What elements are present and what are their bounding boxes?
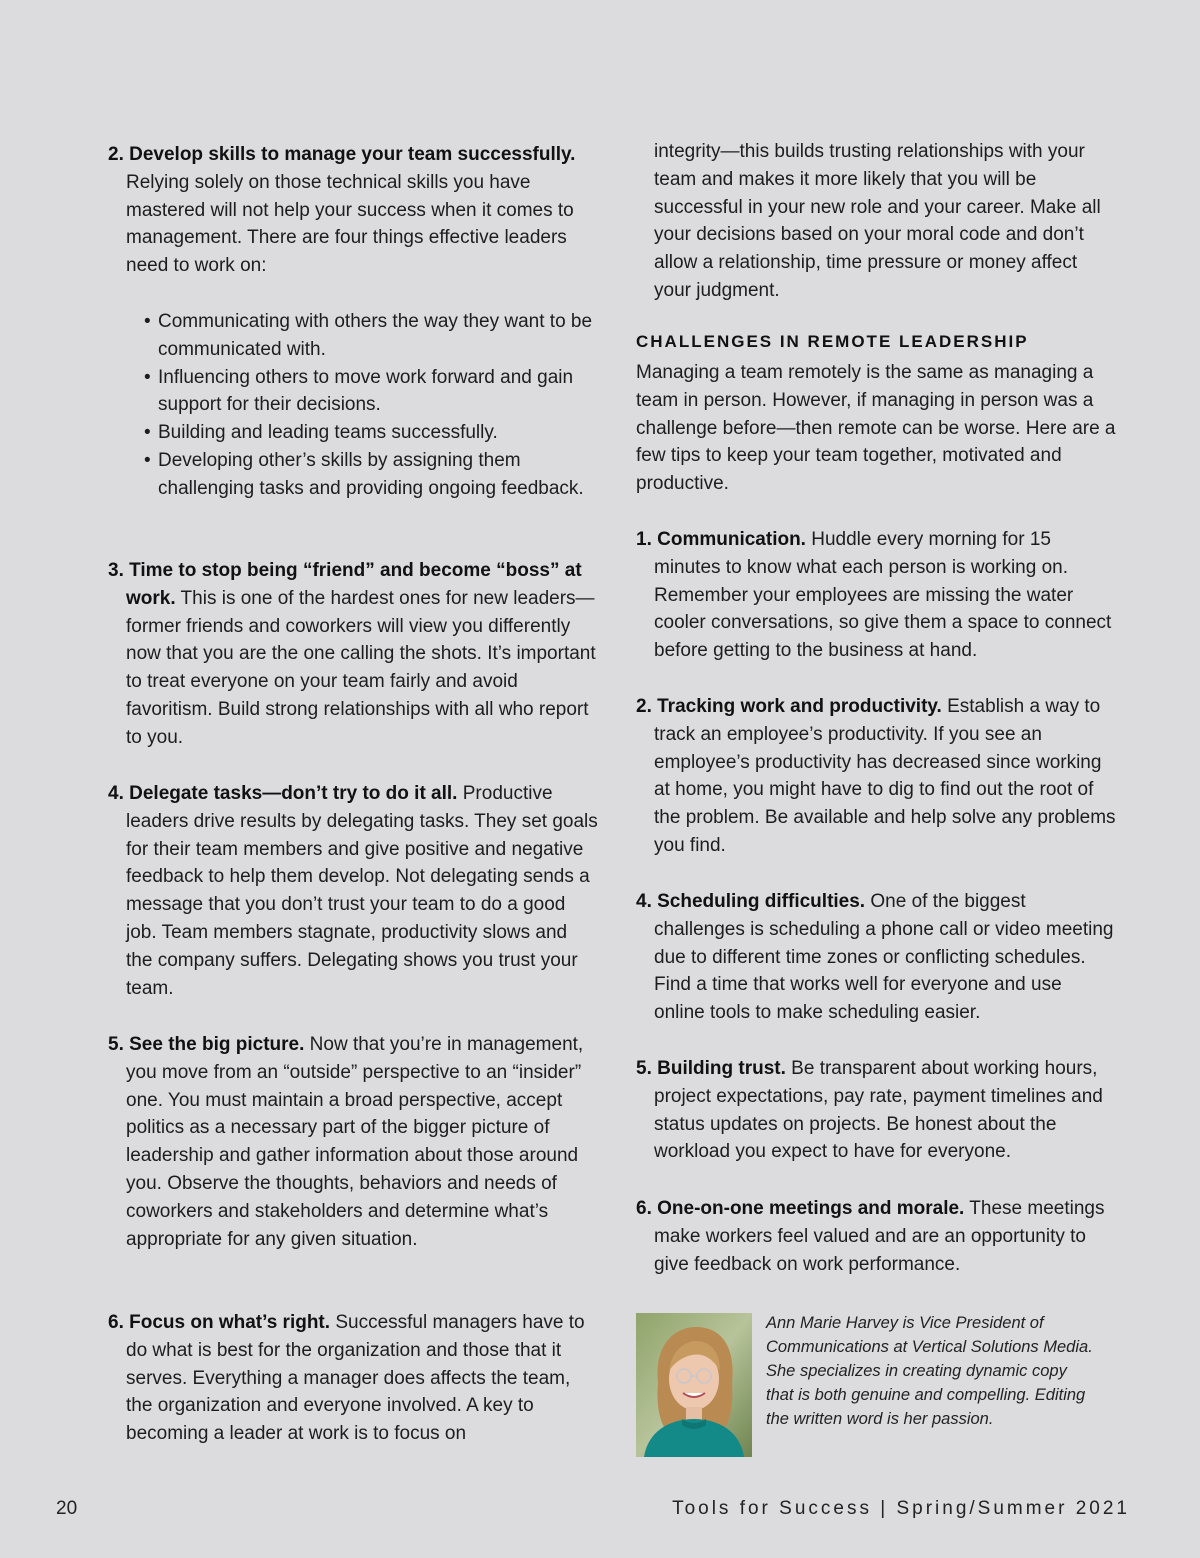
item-paragraph	[108, 780, 598, 1002]
author-photo	[636, 1313, 752, 1457]
page-number: 20	[56, 1498, 78, 1519]
section-intro-text: Managing a team remotely is the same as managing a team in person. However, if managing in person was a challenge before—then remote can be worse. Here are a few tips to keep your team together, motivated and productive.	[636, 362, 1116, 495]
item-body: This is one of the hardest ones for new leaders—former friends and coworkers will view you differently now that you are the one calling the shots. It’s important to treat everyone on your team fairly and avoid favoritism. Build strong relationships with all who report to you.	[126, 587, 596, 748]
tip-paragraph	[636, 693, 1116, 860]
tip-body: Huddle every morning for 15 minutes to know what each person is working on. Remember your employees are missing the water cooler conversations, so give them a space to connect before getting to the business at hand.	[654, 529, 1112, 662]
list-item-delegate-tasks	[108, 780, 598, 1002]
author-portrait-image	[636, 1313, 752, 1457]
bullet-item: • Building and leading teams successfully.	[144, 419, 598, 447]
tip-paragraph	[636, 888, 1116, 1027]
bullet-item: • Communicating with others the way they want to be communicated with.	[144, 308, 598, 364]
item-body: Now that you’re in management, you move from an “outside” perspective to an “insider” one. You must maintain a broad perspective, accept politics as a necessary part of the bigger picture of leadership and gather information about those around you. Observe the thoughts, behaviors and needs of coworkers and stakeholders and determine what’s appropriate for any given situation.	[126, 1034, 584, 1250]
item-heading: 3. Time to stop being “friend” and become “boss” at work.	[108, 560, 582, 609]
tip-building-trust	[636, 1055, 1116, 1166]
tip-one-on-one	[636, 1195, 1116, 1278]
item-body: Successful managers have to do what is best for the organization and those that it serves. Everything a manager does affects the team, the organization and everyone involved. A key to becoming a leader at work is to focus on	[126, 1312, 585, 1445]
item-heading: 4. Delegate tasks—don’t try to do it all.	[108, 783, 458, 804]
section-intro	[636, 359, 1116, 498]
tip-heading: 1. Communication.	[636, 529, 806, 550]
bullet-item: • Developing other’s skills by assigning them challenging tasks and providing ongoing feedback.	[144, 447, 598, 503]
continued-paragraph	[654, 138, 1116, 305]
list-item-focus-right	[108, 1309, 598, 1448]
tip-paragraph	[636, 1195, 1116, 1278]
list-item-big-picture	[108, 1031, 598, 1253]
author-bio: Ann Marie Harvey is Vice President of Communications at Vertical Solutions Media. She specializes in creating dynamic copy that is both genuine and compelling. Editing the written word is her passion.	[766, 1314, 1093, 1428]
tip-body: Be transparent about working hours, project expectations, pay rate, payment timelines and status updates on projects. Be honest about the workload you expect to have for everyone.	[654, 1058, 1103, 1163]
bullet-item: • Influencing others to move work forward and gain support for their decisions.	[144, 364, 598, 420]
tip-body: Establish a way to track an employee’s productivity. If you see an employee’s productivity has decreased since working at home, you might have to dig to find out the root of the problem. Be available and help solve any problems you find.	[654, 696, 1116, 856]
skills-bullet-list	[108, 308, 598, 503]
tip-paragraph	[636, 526, 1116, 665]
item-heading: 5. See the big picture.	[108, 1034, 305, 1055]
tip-body: One of the biggest challenges is scheduling a phone call or video meeting due to different time zones or conflicting schedules. Find a time that works well for everyone and use online tools to make scheduling easier.	[654, 891, 1114, 1024]
tip-heading: 6. One-on-one meetings and morale.	[636, 1198, 965, 1219]
item-paragraph	[108, 1309, 598, 1448]
item-body: Productive leaders drive results by delegating tasks. They set goals for their team members and give positive and negative feedback to help them develop. Not delegating sends a message that you don’t trust your team to do a good job. Team members stagnate, productivity slows and the company suffers. Delegating shows you trust your team.	[126, 783, 598, 999]
tip-heading: 4. Scheduling difficulties.	[636, 891, 866, 912]
tip-body: These meetings make workers feel valued and are an opportunity to give feedback on work performance.	[654, 1198, 1105, 1275]
tip-scheduling	[636, 888, 1116, 1027]
list-item-develop-skills	[108, 141, 598, 503]
list-item-friend-to-boss	[108, 557, 598, 752]
tip-heading: 2. Tracking work and productivity.	[636, 696, 942, 717]
publication-title: Tools for Success | Spring/Summer 2021	[672, 1498, 1130, 1519]
item-paragraph	[108, 557, 598, 752]
item-paragraph	[108, 1031, 598, 1253]
item-heading: 6. Focus on what’s right.	[108, 1312, 331, 1333]
item-heading: 2. Develop skills to manage your team successfully.	[108, 144, 576, 165]
tip-communication	[636, 526, 1116, 665]
tip-paragraph	[636, 1055, 1116, 1166]
continued-text: integrity—this builds trusting relationships with your team and makes it more likely that you will be successful in your new role and your career. Make all your decisions based on your moral code and don’t allow a relationship, time pressure or money affect your judgment.	[654, 141, 1101, 301]
tip-heading: 5. Building trust.	[636, 1058, 786, 1079]
tip-tracking-work	[636, 693, 1116, 860]
item-intro: Relying solely on those technical skills you have mastered will not help your success when it comes to management. There are four things effective leaders need to work on:	[126, 171, 574, 277]
section-heading: CHALLENGES IN REMOTE LEADERSHIP	[636, 332, 1029, 351]
